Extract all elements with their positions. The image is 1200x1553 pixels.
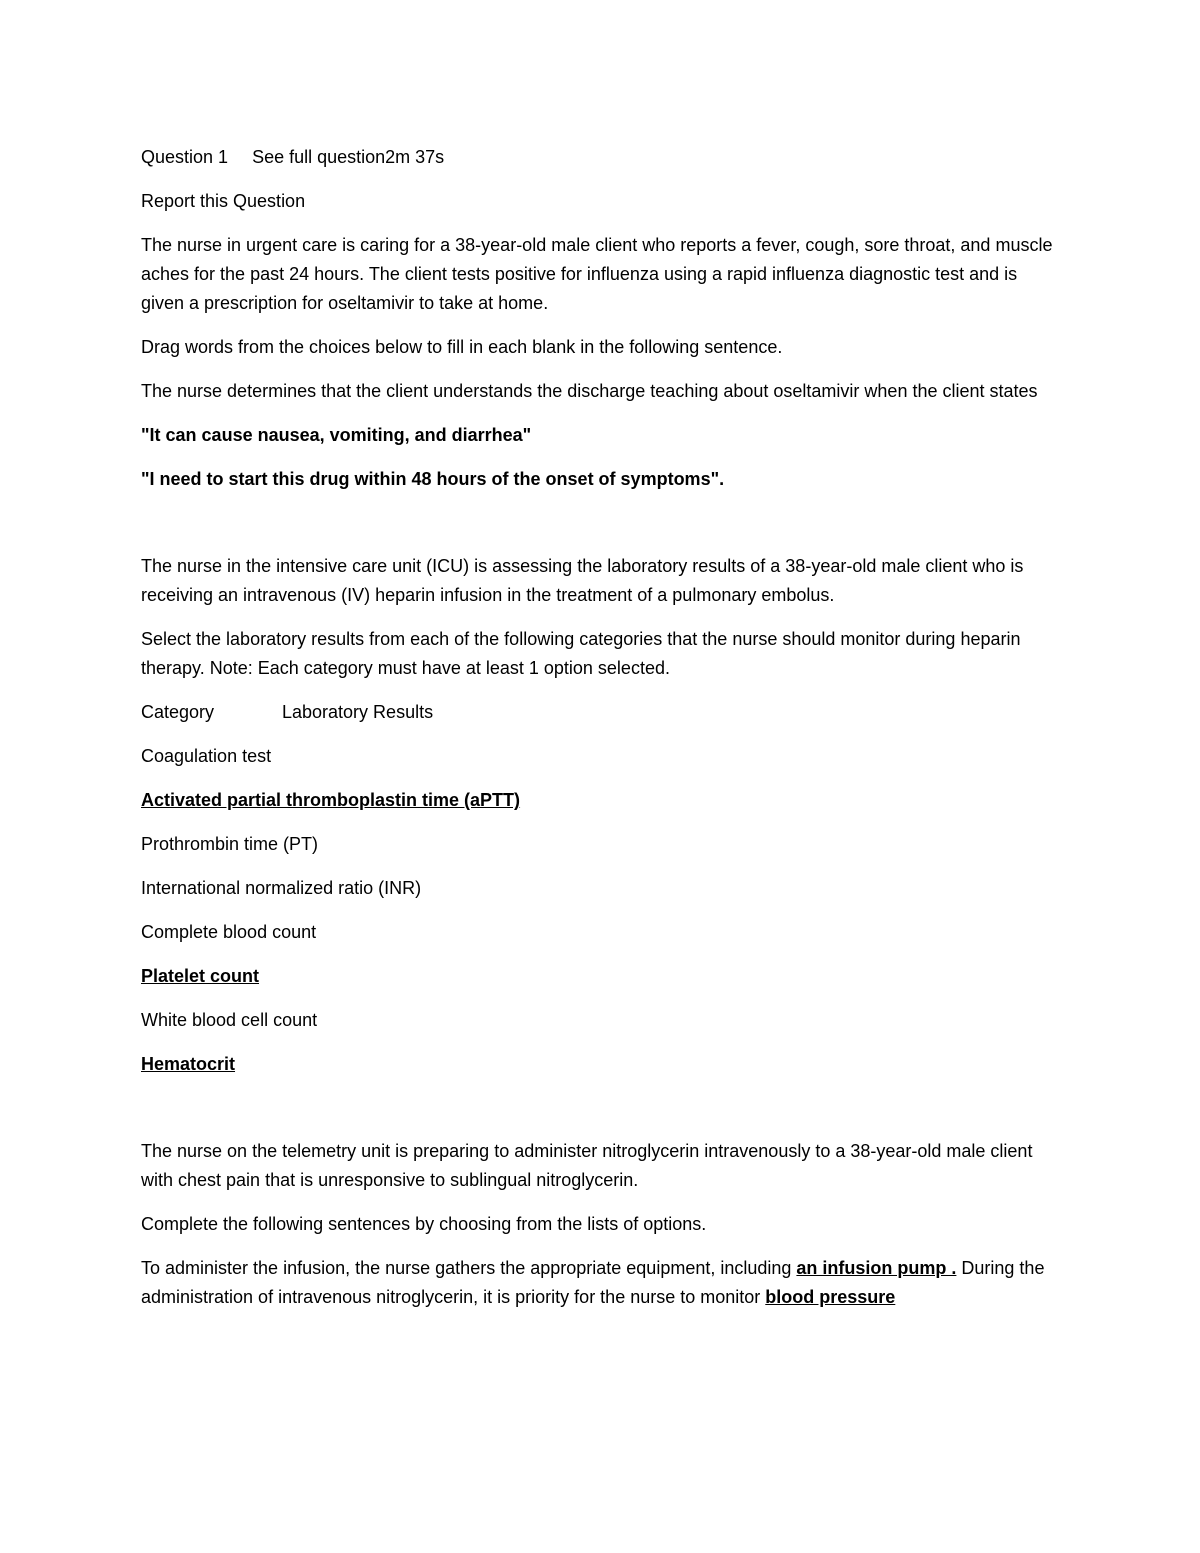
question1-scenario: The nurse in urgent care is caring for a 38-year-old male client who reports a fever, cough, sore throat, and muscle aches for the past 24 hours. The client tests positive for influenza using a rapid influenza diagnostic test and is given a prescription for oseltamivir to take at home. xyxy=(141,235,1053,313)
question2-instruction: Select the laboratory results from each of the following categories that the nurse should monitor during heparin therapy. Note: Each category must have at least 1 option selected. xyxy=(141,629,1021,678)
question1-instruction: Drag words from the choices below to fill in each blank in the following sentence. xyxy=(141,337,783,357)
question1-heading xyxy=(141,143,1060,172)
report-question-link[interactable]: Report this Question xyxy=(141,191,306,211)
header-laboratory-results: Laboratory Results xyxy=(282,702,434,722)
lab-option[interactable]: Prothrombin time (PT) xyxy=(141,834,319,854)
question1-answer-1: "It can cause nausea, vomiting, and diarrhea" xyxy=(141,425,532,445)
question1-stem: The nurse determines that the client understands the discharge teaching about oseltamivir when the client states xyxy=(141,381,1038,401)
sentence1-answer-dropdown[interactable]: an infusion pump . xyxy=(796,1258,957,1278)
question3-sentences xyxy=(141,1254,1060,1312)
sentence2-answer-dropdown[interactable]: blood pressure xyxy=(765,1287,896,1307)
question1-answer-2: "I need to start this drug within 48 hours of the onset of symptoms". xyxy=(141,469,725,489)
question3-instruction: Complete the following sentences by choosing from the lists of options. xyxy=(141,1214,707,1234)
lab-option-selected[interactable]: Hematocrit xyxy=(141,1054,236,1074)
see-full-question-link[interactable]: See full question xyxy=(252,147,386,167)
question3-scenario: The nurse on the telemetry unit is preparing to administer nitroglycerin intravenously to a 38-year-old male client with chest pain that is unresponsive to sublingual nitroglycerin. xyxy=(141,1141,1033,1190)
lab-option[interactable]: White blood cell count xyxy=(141,1010,318,1030)
sentence2-text: During the administration of intravenous nitroglycerin, it is priority for the nurse to monitor xyxy=(141,1258,1045,1307)
header-category: Category xyxy=(141,702,215,722)
lab-option[interactable]: International normalized ratio (INR) xyxy=(141,878,422,898)
question2-scenario: The nurse in the intensive care unit (ICU) is assessing the laboratory results of a 38-year-old male client who is receiving an intravenous (IV) heparin infusion in the treatment of a pulmonary embolus. xyxy=(141,556,1024,605)
category-name: Complete blood count xyxy=(141,922,317,942)
question-number: Question 1 xyxy=(141,147,229,167)
spacer xyxy=(141,509,1060,552)
question2-table-header xyxy=(141,698,1060,727)
lab-option-selected[interactable]: Activated partial thromboplastin time (aPTT) xyxy=(141,790,521,810)
spacer xyxy=(141,1094,1060,1137)
question-timer: 2m 37s xyxy=(385,147,445,167)
sentence1-text: To administer the infusion, the nurse gathers the appropriate equipment, including xyxy=(141,1258,797,1278)
category-name: Coagulation test xyxy=(141,746,272,766)
lab-option-selected[interactable]: Platelet count xyxy=(141,966,260,986)
